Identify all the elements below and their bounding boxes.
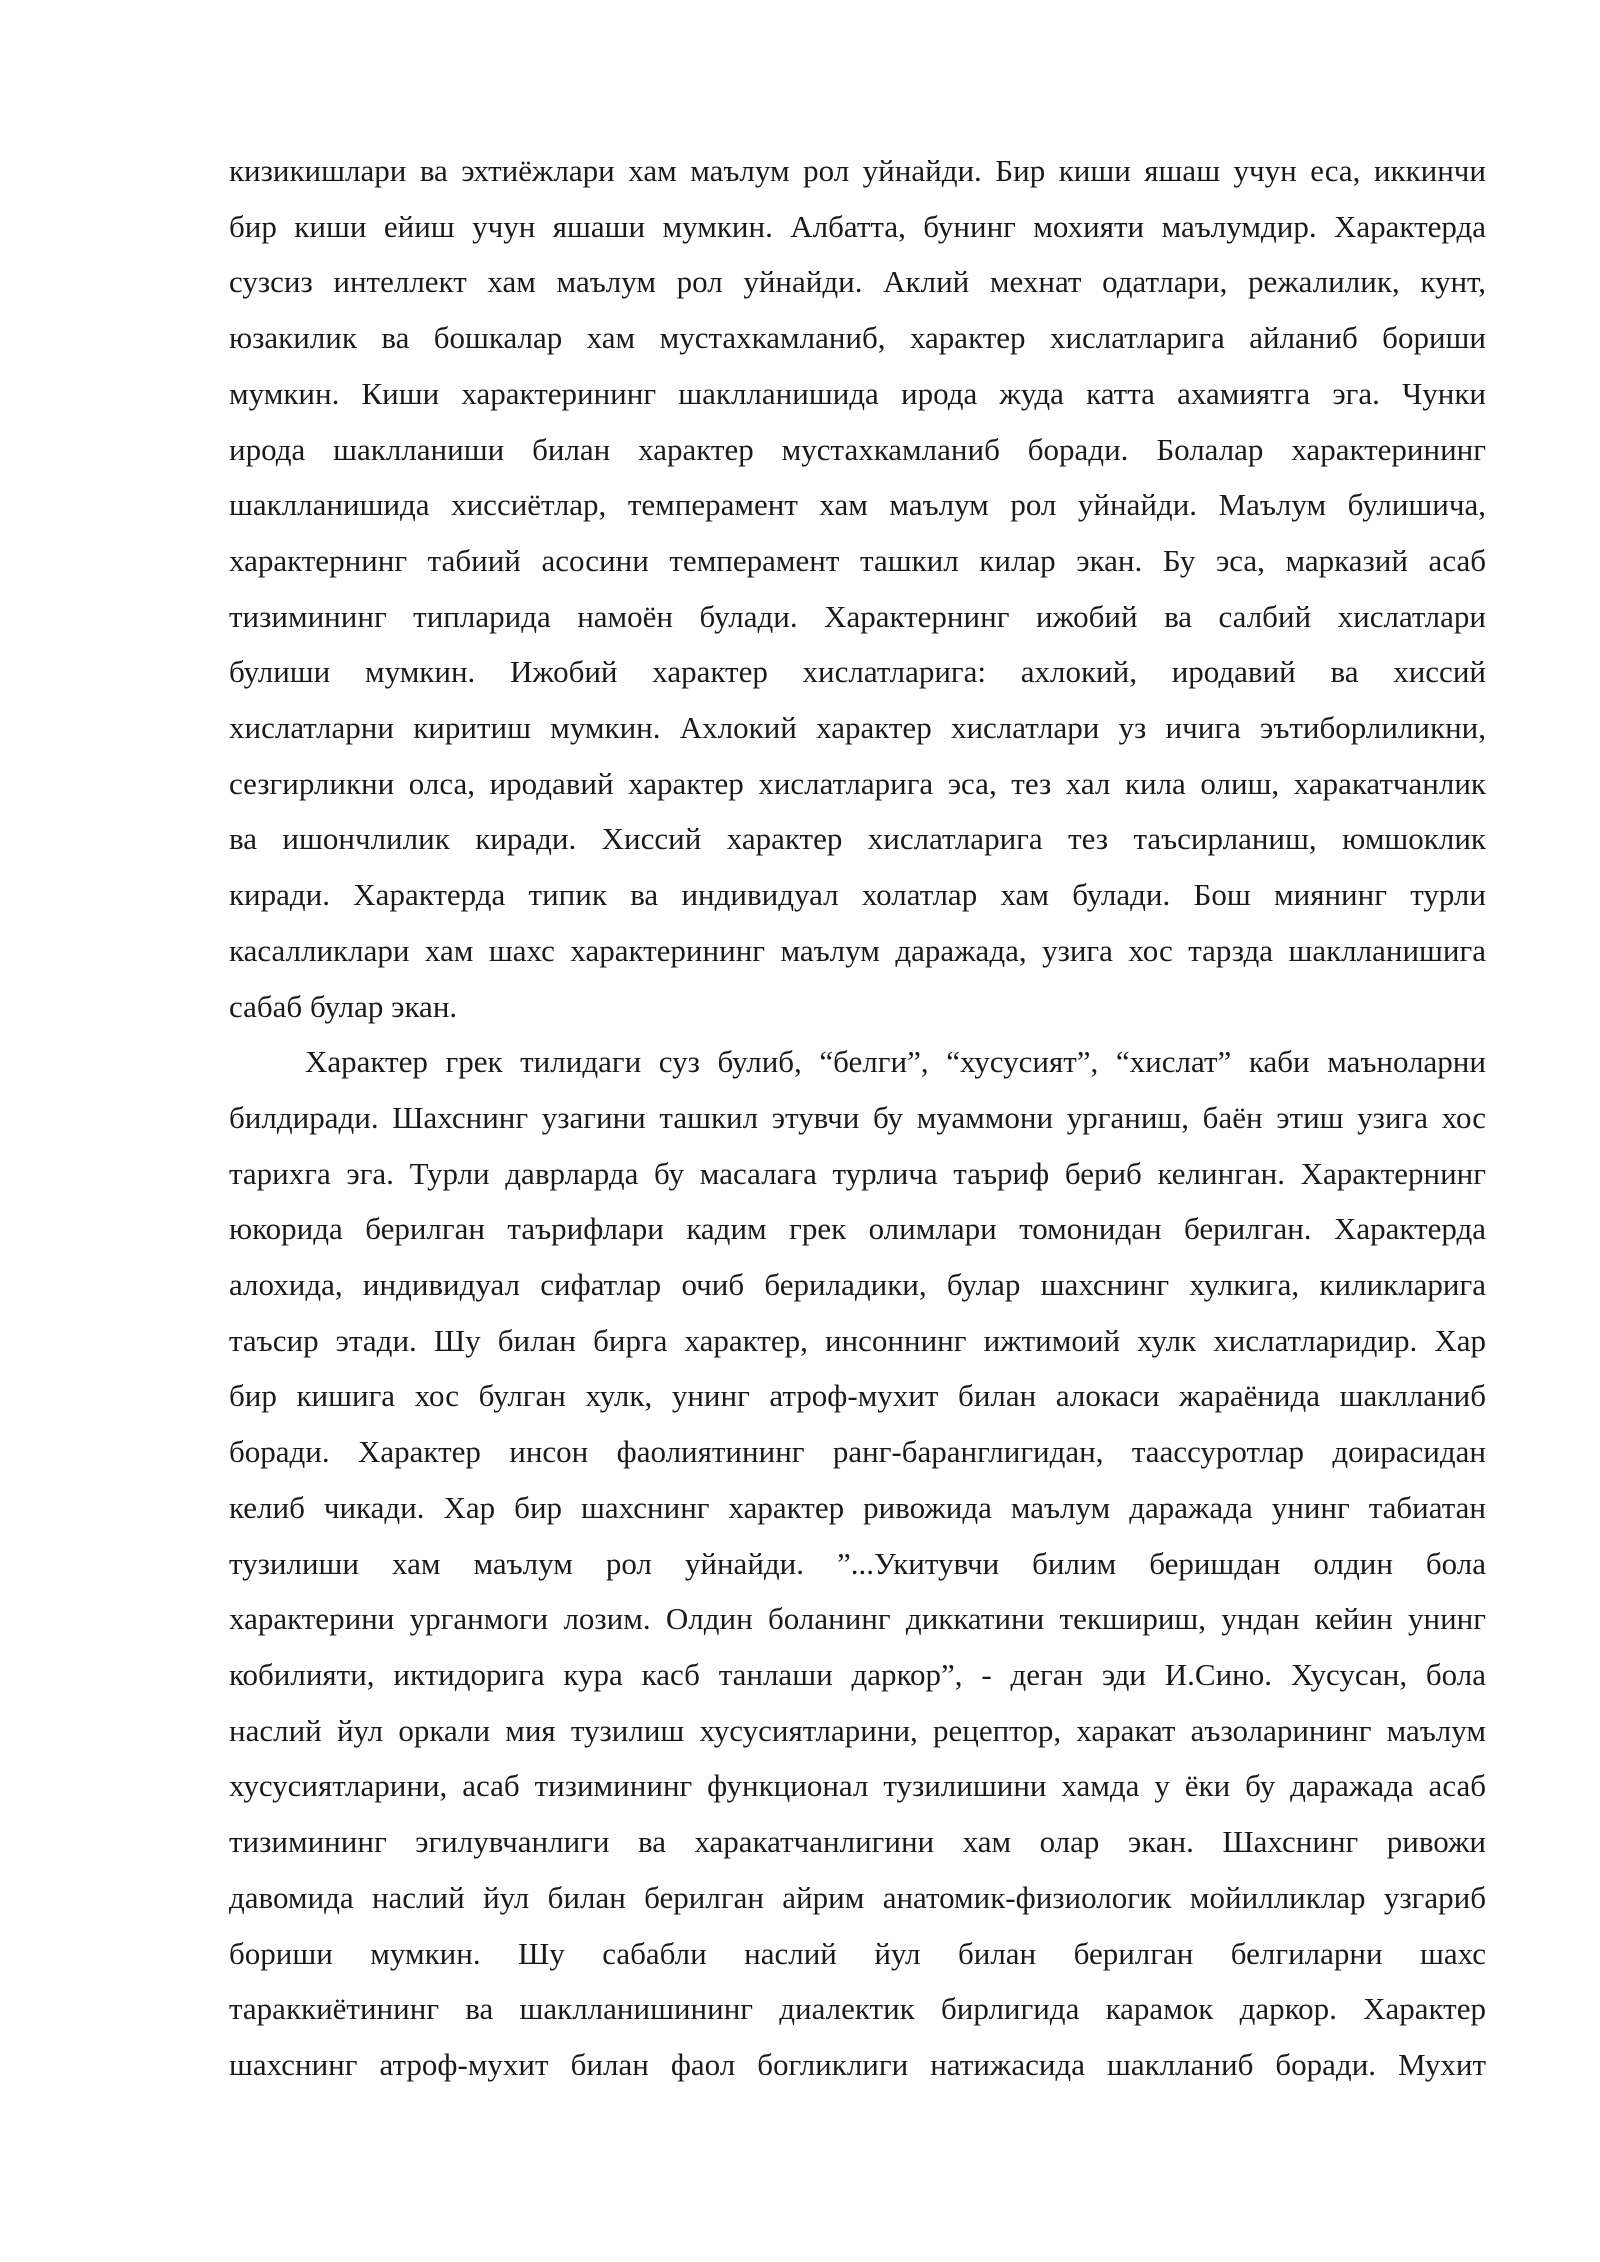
text-line: бир киши ейиш учун яшаши мумкин. Албатта, бунинг мохияти маълумдир. Характерда <box>229 208 1486 244</box>
text-line: шахснинг атроф-мухит билан фаол богликлиги натижасида шаклланиб боради. Мухит <box>229 2046 1486 2082</box>
text-line: касалликлари хам шахс характерининг маълум даражада, узига хос тарзда шаклланишига <box>229 932 1486 968</box>
text-line: бориши мумкин. Шу сабабли наслий йул билан берилган белгиларни шахс <box>229 1935 1486 1971</box>
paragraph-2 <box>229 1034 1486 2092</box>
text-line: таъсир этади. Шу билан бирга характер, инсоннинг ижтимоий хулк хислатларидир. Хар <box>229 1322 1486 1358</box>
text-line: ирода шаклланиши билан характер мустахкамланиб боради. Болалар характерининг <box>229 431 1486 467</box>
text-line: бир кишига хос булган хулк, унинг атроф-мухит билан алокаси жараёнида шаклланиб <box>229 1378 1486 1414</box>
text-line: сабаб булар экан. <box>229 988 458 1024</box>
text-line: алохида, индивидуал сифатлар очиб бериладики, булар шахснинг хулкига, киликларига <box>229 1267 1486 1303</box>
text-line: тизимининг типларида намоён булади. Характернинг ижобий ва салбий хислатлари <box>229 598 1486 634</box>
text-line: киради. Характерда типик ва индивидуал холатлар хам булади. Бош миянинг турли <box>229 877 1486 913</box>
text-line: хусусиятларини, асаб тизимининг функционал тузилишини хамда у ёки бу даражада асаб <box>229 1768 1486 1804</box>
document-body <box>229 143 1486 2093</box>
text-line: булиши мумкин. Ижобий характер хислатларига: ахлокий, иродавий ва хиссий <box>229 654 1486 690</box>
text-line: наслий йул оркали мия тузилиш хусусиятларини, рецептор, харакат аъзоларининг маълум <box>229 1712 1486 1748</box>
text-line: ва ишончлилик киради. Хиссий характер хислатларига тез таъсирланиш, юмшоклик <box>229 821 1486 857</box>
text-line: тараккиётининг ва шаклланишининг диалектик бирлигида карамок даркор. Характер <box>229 1991 1486 2027</box>
text-line: сезгирликни олса, иродавий характер хислатларига эса, тез хал кила олиш, харакатчанлик <box>229 765 1486 801</box>
text-line: келиб чикади. Хар бир шахснинг характер ривожида маълум даражада унинг табиатан <box>229 1489 1486 1525</box>
text-line: мумкин. Киши характерининг шаклланишида ирода жуда катта ахамиятга эга. Чунки <box>229 375 1486 411</box>
text-line: боради. Характер инсон фаолиятининг ранг-баранглигидан, таассуротлар доирасидан <box>229 1434 1486 1470</box>
text-line: кизикишлари ва эхтиёжлари хам маълум рол уйнайди. Бир киши яшаш учун еса, иккинчи <box>229 153 1486 188</box>
text-line: тизимининг эгилувчанлиги ва харакатчанлигини хам олар экан. Шахснинг ривожи <box>229 1824 1486 1860</box>
text-line: характернинг табиий асосини темперамент ташкил килар экан. Бу эса, марказий асаб <box>229 542 1486 578</box>
text-line: сузсиз интеллект хам маълум рол уйнайди. Аклий мехнат одатлари, режалилик, кунт, <box>229 264 1486 300</box>
text-line: кобилияти, иктидорига кура касб танлаши даркор”, - деган эди И.Сино. Хусусан, бола <box>229 1656 1486 1692</box>
text-line: тузилиши хам маълум рол уйнайди. ”...Укитувчи билим беришдан олдин бола <box>229 1545 1486 1581</box>
text-line: Характер грек тилидаги суз булиб, “белги”, “хусусият”, “хислат” каби маъноларни <box>305 1044 1486 1080</box>
paragraph-1 <box>229 143 1486 1034</box>
text-line: давомида наслий йул билан берилган айрим анатомик-физиологик мойилликлар узгариб <box>229 1879 1486 1915</box>
text-line: тарихга эга. Турли даврларда бу масалага турлича таъриф бериб келинган. Характернинг <box>229 1155 1486 1191</box>
text-line: билдиради. Шахснинг узагини ташкил этувчи бу муаммони урганиш, баён этиш узига хос <box>229 1099 1486 1135</box>
text-line: характерини урганмоги лозим. Олдин боланинг диккатини текшириш, ундан кейин унинг <box>229 1601 1486 1637</box>
text-line: юзакилик ва бошкалар хам мустахкамланиб, характер хислатларига айланиб бориши <box>229 320 1486 356</box>
text-line: юкорида берилган таърифлари кадим грек олимлари томонидан берилган. Характерда <box>229 1211 1486 1247</box>
text-line: шаклланишида хиссиётлар, темперамент хам маълум рол уйнайди. Маълум булишича, <box>229 487 1486 523</box>
text-line: хислатларни киритиш мумкин. Ахлокий характер хислатлари уз ичига эътиборлиликни, <box>229 710 1486 746</box>
